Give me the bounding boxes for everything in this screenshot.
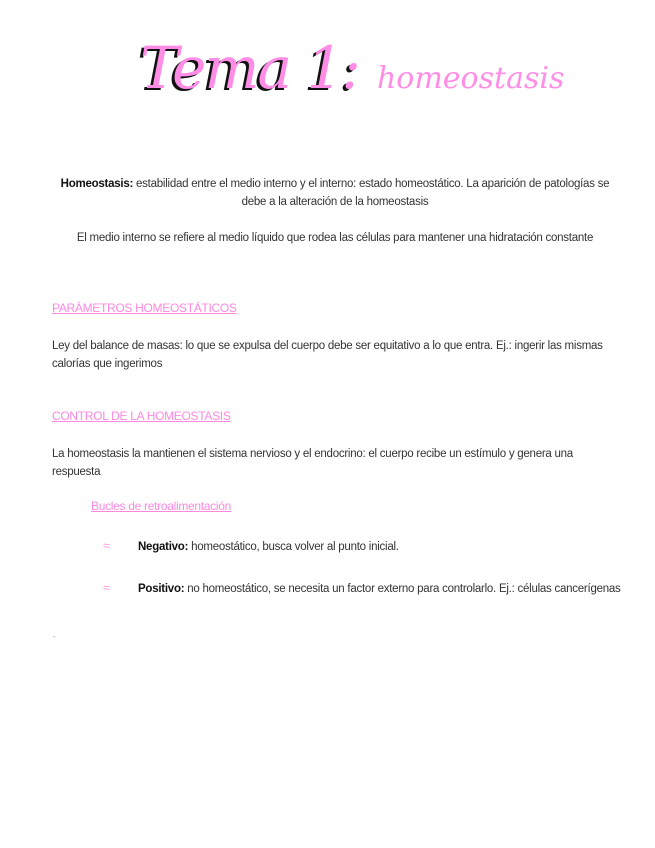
homeostasis-definition [55,175,615,211]
stray-mark: - [53,632,56,641]
section-heading-control: CONTROL DE LA HOMEOSTASIS [52,409,231,423]
term: Positivo: [138,583,185,595]
term: Negativo: [138,541,189,553]
section-text-control: La homeostasis la mantienen el sistema nervioso y el endocrino: el cuerpo recibe un estímulo y genera una respuesta [52,448,573,478]
title-main: Tema 1: [140,34,359,102]
item-text: no homeostático, se necesita un factor externo para controlarlo. Ej.: células cancerígenas [184,583,621,595]
approx-bullet-icon: ≈ [103,538,111,553]
title-subtitle: homeostasis [376,61,565,96]
section-heading-parametros: PARÁMETROS HOMEOSTÁTICOS [52,301,237,315]
list-item-positivo [138,580,623,598]
page-title [140,34,564,102]
definition-text: estabilidad entre el medio interno y el interno: estado homeostático. La aparición de patologías se debe a la alteración de la homeostasis [133,178,610,208]
term: Homeostasis: [60,178,134,190]
subheading-bucles: Bucles de retroalimentación [91,499,231,513]
item-text: homeostático, busca volver al punto inicial. [188,541,399,553]
approx-bullet-icon: ≈ [103,580,111,595]
medio-interno-text: El medio interno se refiere al medio líquido que rodea las células para mantener una hidratación constante [76,232,594,244]
list-item-negativo [138,538,623,556]
section-text-parametros: Ley del balance de masas: lo que se expulsa del cuerpo debe ser equitativo a lo que entra. Ej.: ingerir las mismas calorías que ingerimos [52,340,603,370]
